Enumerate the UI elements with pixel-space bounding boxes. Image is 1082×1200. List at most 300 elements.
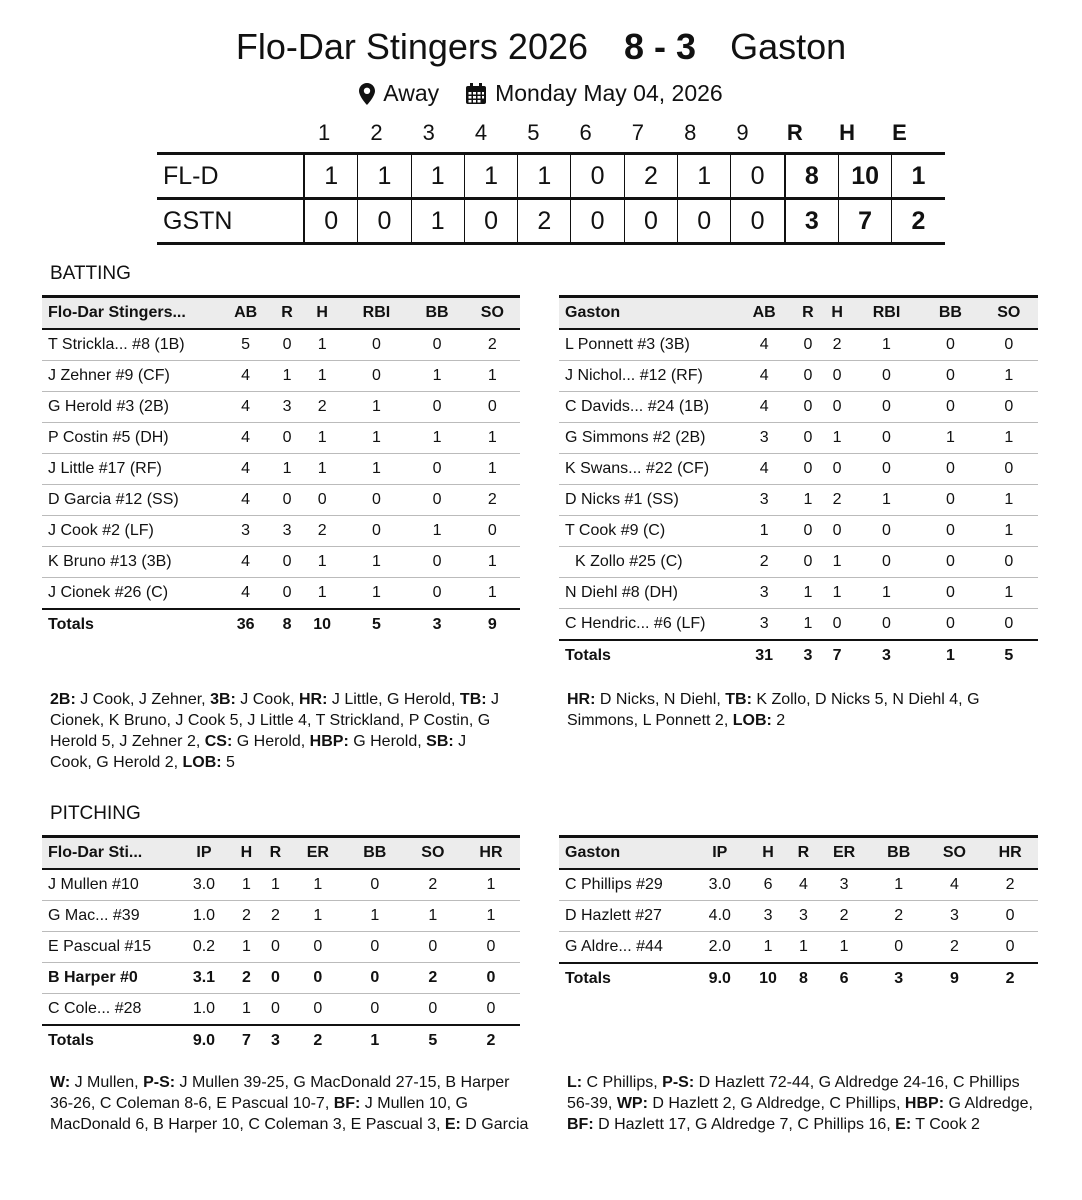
stat-cell: 1: [465, 547, 520, 578]
away-team-name: Gaston: [730, 26, 847, 67]
column-header: H: [747, 837, 790, 870]
stat-cell: 1: [852, 485, 922, 516]
stat-cell: 1: [301, 361, 344, 392]
totals-cell: 2: [290, 1025, 346, 1056]
player-name: P Costin #5 (DH): [42, 423, 218, 454]
note-value: D Nicks, N Diehl,: [595, 691, 726, 708]
stat-cell: 1: [871, 869, 927, 901]
stat-cell: 0: [462, 994, 520, 1026]
totals-cell: 8: [789, 963, 817, 994]
stat-header-row: [559, 297, 1038, 330]
totals-cell: 1: [346, 1025, 404, 1056]
note-value: D Hazlett 2, G Aldredge, C Phillips,: [647, 1095, 905, 1112]
away-batting-notes: [567, 689, 1037, 731]
inning-score: 0: [731, 199, 785, 244]
player-name: J Zehner #9 (CF): [42, 361, 218, 392]
team-header: Flo-Dar Stingers...: [42, 297, 218, 330]
inning-score: 1: [358, 154, 411, 199]
map-pin-icon: [359, 83, 375, 105]
player-row: [559, 932, 1038, 964]
stat-cell: 0: [921, 485, 979, 516]
stat-cell: 0: [793, 392, 822, 423]
inning-score: 0: [571, 199, 624, 244]
stat-cell: 2: [927, 932, 983, 964]
column-header: AB: [218, 297, 273, 330]
player-row: [42, 901, 520, 932]
game-date: Monday May 04, 2026: [495, 80, 723, 106]
player-name: J Little #17 (RF): [42, 454, 218, 485]
away-batting-table: [559, 295, 1038, 671]
team-header: Gaston: [559, 837, 693, 870]
note-value: C Phillips,: [582, 1074, 663, 1091]
stat-cell: 4: [735, 329, 793, 361]
line-score-header: [298, 120, 926, 146]
totals-cell: 3: [793, 640, 822, 671]
stat-cell: 1: [343, 423, 409, 454]
player-name: G Aldre... #44: [559, 932, 693, 964]
inning-score: 0: [464, 199, 517, 244]
stat-cell: 1: [343, 392, 409, 423]
totals-cell: 31: [735, 640, 793, 671]
stat-cell: 0: [921, 361, 979, 392]
note-value: 2: [771, 712, 786, 729]
stat-cell: 4: [218, 578, 273, 610]
player-name: J Cook #2 (LF): [42, 516, 218, 547]
stat-cell: 4: [218, 392, 273, 423]
stat-cell: 2.0: [693, 932, 747, 964]
player-name: C Hendric... #6 (LF): [559, 609, 735, 641]
note-key: BF:: [333, 1095, 361, 1112]
stat-cell: 3: [735, 609, 793, 641]
stat-cell: 0: [852, 547, 922, 578]
stat-cell: 0: [465, 392, 520, 423]
stat-cell: 2: [465, 329, 520, 361]
stat-cell: 1: [232, 869, 261, 901]
player-row: [42, 485, 520, 516]
note-value: G Herold,: [232, 733, 310, 750]
stat-cell: 1: [980, 578, 1038, 609]
away-pitching-table: [559, 835, 1038, 994]
stat-cell: 1.0: [176, 901, 232, 932]
line-score-col-header: 3: [422, 120, 435, 145]
stat-cell: 0: [346, 963, 404, 994]
stat-cell: 3.0: [176, 869, 232, 901]
column-header: HR: [462, 837, 520, 870]
player-row: [42, 869, 520, 901]
stat-cell: 3: [735, 578, 793, 609]
stat-cell: 0: [290, 994, 346, 1026]
stat-cell: 0: [852, 423, 922, 454]
stat-cell: 1: [980, 361, 1038, 392]
stat-cell: 0: [409, 454, 464, 485]
stat-cell: 1: [747, 932, 790, 964]
note-value: J Mullen,: [70, 1074, 144, 1091]
column-header: IP: [176, 837, 232, 870]
stat-cell: 0: [980, 392, 1038, 423]
player-row: [559, 609, 1038, 641]
totals-label: Totals: [559, 963, 693, 994]
line-score-col-header: R: [786, 120, 803, 145]
stat-cell: 1: [273, 361, 301, 392]
stat-cell: 2: [465, 485, 520, 516]
stat-cell: 0: [261, 963, 290, 994]
stat-cell: 1: [735, 516, 793, 547]
player-row: [559, 578, 1038, 609]
game-location: Away: [383, 80, 440, 106]
note-value: D Hazlett 72-44, G Aldredge 24-16, C Phillips 56-39,: [567, 1074, 1020, 1112]
stat-cell: 2: [301, 516, 344, 547]
stat-cell: 0: [980, 329, 1038, 361]
stat-cell: 4: [789, 869, 817, 901]
stat-cell: 3: [789, 901, 817, 932]
stat-cell: 0: [465, 516, 520, 547]
column-header: SO: [404, 837, 462, 870]
stat-cell: 0: [823, 392, 852, 423]
stat-cell: 0: [852, 392, 922, 423]
column-header: BB: [871, 837, 927, 870]
stat-cell: 1: [817, 932, 871, 964]
inning-score: 0: [678, 199, 731, 244]
stat-cell: 4: [218, 454, 273, 485]
totals-cell: 6: [817, 963, 871, 994]
stat-cell: 0: [793, 516, 822, 547]
stat-cell: 2: [982, 869, 1038, 901]
stat-cell: 1: [980, 516, 1038, 547]
player-name: D Garcia #12 (SS): [42, 485, 218, 516]
player-name: B Harper #0: [42, 963, 176, 994]
totals-label: Totals: [42, 609, 218, 640]
totals-cell: 2: [982, 963, 1038, 994]
stat-cell: 1: [301, 547, 344, 578]
stat-cell: 1: [852, 329, 922, 361]
stat-cell: 0: [793, 329, 822, 361]
inning-score: 1: [518, 154, 571, 199]
stat-cell: 0: [823, 516, 852, 547]
note-key: HBP:: [904, 1095, 945, 1112]
line-score-col-header: 1: [318, 120, 331, 145]
line-score-col-header: E: [892, 120, 907, 145]
player-row: [42, 963, 520, 994]
note-value: J Little, G Herold,: [327, 691, 460, 708]
home-batting-table: [42, 295, 520, 640]
note-value: J Cook, G Herold 2,: [50, 733, 467, 771]
stat-cell: 1: [290, 901, 346, 932]
line-score-col-header: 9: [736, 120, 749, 145]
stat-cell: 1: [343, 578, 409, 610]
totals-cell: 3: [852, 640, 922, 671]
player-name: J Nichol... #12 (RF): [559, 361, 735, 392]
note-key: SB:: [426, 733, 454, 750]
stat-cell: 4: [218, 361, 273, 392]
stat-cell: 1: [232, 932, 261, 963]
line-score-team: FL-D: [157, 154, 304, 199]
stat-cell: 0: [343, 329, 409, 361]
stat-cell: 4: [735, 392, 793, 423]
stat-cell: 2: [404, 963, 462, 994]
player-row: [42, 516, 520, 547]
stat-cell: 1: [462, 869, 520, 901]
player-row: [42, 329, 520, 361]
stat-header-row: [559, 837, 1038, 870]
totals-cell: 3: [409, 609, 464, 640]
stat-cell: 2: [232, 963, 261, 994]
stat-cell: 3: [927, 901, 983, 932]
line-score-col-header: 4: [474, 120, 488, 145]
note-key: E:: [444, 1116, 461, 1133]
stat-cell: 4: [735, 454, 793, 485]
player-row: [42, 578, 520, 610]
player-name: N Diehl #8 (DH): [559, 578, 735, 609]
home-pitching-table: [42, 835, 520, 1056]
stat-cell: 0: [982, 901, 1038, 932]
stat-cell: 2: [871, 901, 927, 932]
totals-cell: 5: [980, 640, 1038, 671]
line-score-col-header: 6: [579, 120, 592, 145]
final-score: 8 - 3: [624, 26, 697, 67]
stat-cell: 0: [921, 454, 979, 485]
line-score-col-header: 2: [370, 120, 383, 145]
stat-cell: 1: [793, 609, 822, 641]
stat-cell: 5: [218, 329, 273, 361]
stat-cell: 3: [747, 901, 790, 932]
totals-cell: 9.0: [176, 1025, 232, 1056]
stat-cell: 0: [462, 932, 520, 963]
line-score-row: [157, 199, 945, 244]
stat-cell: 0: [261, 994, 290, 1026]
totals-cell: 9: [465, 609, 520, 640]
line-score-team: GSTN: [157, 199, 304, 244]
column-header: SO: [927, 837, 983, 870]
stat-cell: 1: [290, 869, 346, 901]
home-batting-notes: [50, 689, 500, 773]
stat-cell: 1: [343, 547, 409, 578]
stat-cell: 0: [273, 578, 301, 610]
stat-cell: 4: [218, 423, 273, 454]
totals-cell: 3: [261, 1025, 290, 1056]
player-name: C Davids... #24 (1B): [559, 392, 735, 423]
stat-cell: 0: [921, 578, 979, 609]
stat-cell: 0: [852, 609, 922, 641]
stat-cell: 1: [980, 423, 1038, 454]
stat-cell: 0: [273, 423, 301, 454]
stat-cell: 0: [980, 609, 1038, 641]
note-key: CS:: [204, 733, 233, 750]
totals-cell: 7: [823, 640, 852, 671]
inning-score: 0: [571, 154, 624, 199]
note-value: T Cook 2: [911, 1116, 980, 1133]
player-row: [559, 901, 1038, 932]
inning-score: 2: [518, 199, 571, 244]
player-row: [559, 547, 1038, 578]
note-value: J Cionek, K Bruno, J Cook 5, J Little 4, T Strickland, P Costin, G Herold 5, J Zehner 2,: [50, 691, 500, 750]
inning-score: 1: [411, 199, 464, 244]
stat-cell: 0: [921, 329, 979, 361]
player-row: [559, 361, 1038, 392]
stat-cell: 2: [404, 869, 462, 901]
note-key: TB:: [725, 691, 752, 708]
totals-cell: 1: [921, 640, 979, 671]
player-row: [559, 869, 1038, 901]
stat-cell: 1: [301, 454, 344, 485]
note-value: J Cook, J Zehner,: [75, 691, 211, 708]
totals-cell: 9: [927, 963, 983, 994]
note-key: TB:: [459, 691, 487, 708]
batting-section-title: BATTING: [50, 263, 131, 284]
stat-cell: 1: [301, 578, 344, 610]
stat-cell: 1: [273, 454, 301, 485]
line-score-row: [157, 154, 945, 199]
note-value: J Mullen 10, G MacDonald 6, B Harper 10, C Coleman 3, E Pascual 3,: [50, 1095, 468, 1133]
totals-cell: 10: [747, 963, 790, 994]
stat-cell: 1: [465, 361, 520, 392]
player-name: D Hazlett #27: [559, 901, 693, 932]
stat-cell: 0: [462, 963, 520, 994]
stat-cell: 0.2: [176, 932, 232, 963]
player-name: E Pascual #15: [42, 932, 176, 963]
player-row: [42, 361, 520, 392]
stat-cell: 0: [921, 392, 979, 423]
stat-cell: 0: [343, 516, 409, 547]
totals-cell: 7: [232, 1025, 261, 1056]
player-name: T Strickla... #8 (1B): [42, 329, 218, 361]
away-pitching-notes: [567, 1072, 1045, 1135]
column-header: ER: [817, 837, 871, 870]
totals-label: Totals: [559, 640, 735, 671]
stat-cell: 3: [817, 869, 871, 901]
stat-cell: 2: [232, 901, 261, 932]
column-header: BB: [346, 837, 404, 870]
errors-total: 1: [892, 154, 945, 199]
player-name: G Mac... #39: [42, 901, 176, 932]
stat-cell: 3.0: [693, 869, 747, 901]
note-value: J Cook,: [235, 691, 299, 708]
stat-cell: 1: [852, 578, 922, 609]
note-key: P-S:: [143, 1074, 176, 1091]
stat-cell: 1.0: [176, 994, 232, 1026]
totals-row: [42, 1025, 520, 1056]
note-key: 2B:: [50, 691, 76, 708]
stat-cell: 0: [409, 485, 464, 516]
stat-cell: 0: [793, 454, 822, 485]
stat-cell: 1: [789, 932, 817, 964]
note-key: HR:: [567, 691, 596, 708]
stat-cell: 0: [343, 361, 409, 392]
stat-cell: 0: [301, 485, 344, 516]
stat-cell: 1: [921, 423, 979, 454]
stat-cell: 0: [346, 994, 404, 1026]
stat-cell: 1: [346, 901, 404, 932]
stat-cell: 0: [980, 454, 1038, 485]
totals-cell: 5: [404, 1025, 462, 1056]
note-key: HR:: [298, 691, 328, 708]
stat-cell: 0: [921, 547, 979, 578]
pitching-section-title: PITCHING: [50, 803, 141, 824]
totals-cell: 8: [273, 609, 301, 640]
stat-cell: 0: [852, 516, 922, 547]
stat-cell: 0: [404, 932, 462, 963]
player-name: J Mullen #10: [42, 869, 176, 901]
line-score-col-header: 5: [527, 120, 540, 145]
stat-cell: 1: [465, 423, 520, 454]
column-header: AB: [735, 297, 793, 330]
note-key: L:: [567, 1074, 583, 1091]
home-team-name: Flo-Dar Stingers 2026: [235, 26, 589, 67]
player-row: [42, 392, 520, 423]
stat-cell: 4: [735, 361, 793, 392]
player-row: [559, 329, 1038, 361]
inning-score: 0: [624, 199, 677, 244]
totals-cell: 3: [871, 963, 927, 994]
stat-cell: 0: [261, 932, 290, 963]
column-header: H: [232, 837, 261, 870]
player-row: [42, 423, 520, 454]
stat-cell: 0: [409, 329, 464, 361]
note-value: J Mullen 39-25, G MacDonald 27-15, B Harper 36-26, C Coleman 8-6, E Pascual 10-7,: [50, 1074, 510, 1112]
stat-cell: 3.1: [176, 963, 232, 994]
errors-total: 2: [892, 199, 945, 244]
stat-cell: 0: [404, 994, 462, 1026]
column-header: BB: [409, 297, 464, 330]
stat-cell: 0: [921, 516, 979, 547]
totals-label: Totals: [42, 1025, 176, 1056]
note-key: HBP:: [309, 733, 349, 750]
column-header: SO: [980, 297, 1038, 330]
stat-cell: 1: [261, 869, 290, 901]
note-key: W:: [50, 1074, 71, 1091]
stat-cell: 1: [409, 361, 464, 392]
player-name: T Cook #9 (C): [559, 516, 735, 547]
team-header: Flo-Dar Sti...: [42, 837, 176, 870]
stat-cell: 1: [343, 454, 409, 485]
stat-cell: 3: [218, 516, 273, 547]
column-header: ER: [290, 837, 346, 870]
column-header: BB: [921, 297, 979, 330]
inning-score: 0: [358, 199, 411, 244]
note-key: LOB:: [182, 754, 222, 771]
player-name: J Cionek #26 (C): [42, 578, 218, 610]
stat-cell: 1: [462, 901, 520, 932]
stat-cell: 0: [273, 329, 301, 361]
stat-cell: 0: [871, 932, 927, 964]
column-header: R: [789, 837, 817, 870]
stat-cell: 0: [980, 547, 1038, 578]
column-header: R: [793, 297, 822, 330]
runs-total: 3: [785, 199, 839, 244]
totals-cell: 36: [218, 609, 273, 640]
stat-cell: 0: [852, 361, 922, 392]
player-name: C Cole... #28: [42, 994, 176, 1026]
stat-cell: 1: [301, 329, 344, 361]
stat-cell: 0: [793, 361, 822, 392]
runs-total: 8: [785, 154, 839, 199]
player-row: [42, 454, 520, 485]
stat-cell: 1: [465, 578, 520, 610]
stat-cell: 1: [404, 901, 462, 932]
player-name: K Bruno #13 (3B): [42, 547, 218, 578]
inning-score: 1: [411, 154, 464, 199]
stat-cell: 4: [218, 547, 273, 578]
stat-cell: 0: [409, 578, 464, 610]
column-header: R: [261, 837, 290, 870]
stat-cell: 1: [232, 994, 261, 1026]
stat-cell: 0: [982, 932, 1038, 964]
stat-cell: 0: [346, 869, 404, 901]
inning-score: 1: [678, 154, 731, 199]
column-header: RBI: [852, 297, 922, 330]
stat-cell: 1: [409, 516, 464, 547]
player-name: C Phillips #29: [559, 869, 693, 901]
player-row: [42, 547, 520, 578]
